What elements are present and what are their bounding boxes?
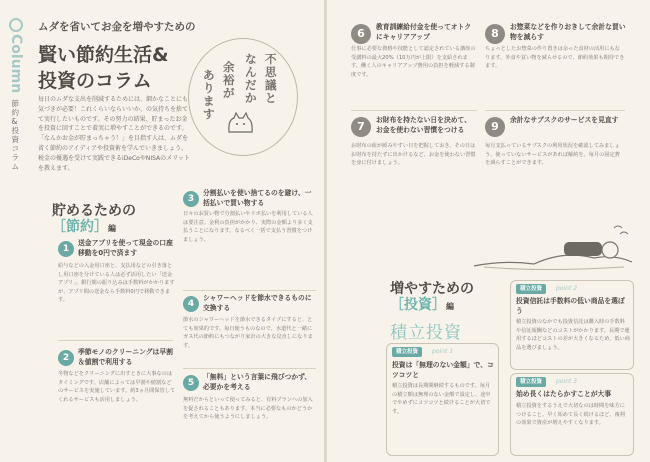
bubble-char: 余 — [223, 60, 235, 74]
item-body: 無料だからといって使ってみると、有料プランへの加入を促されることもあります。本当に必要なものかどうかを考えてから使うようにしましょう。 — [183, 397, 313, 421]
item-title: 分割払いを使い捨てるのを避け、一括払いで買い物する — [203, 189, 312, 207]
bubble-char: り — [203, 81, 215, 95]
bubble-char: と — [265, 91, 277, 105]
section-invest-keyword: ［投資］ — [390, 297, 446, 313]
item-title: 余計なサブスクのサービスを見直す — [510, 116, 619, 124]
divider — [351, 110, 477, 111]
item-body: 給与などの入金用口座と、支払用などの引き落とし用口座を分けている人は必ず活用したい「送金アプリ」。銀行間の振り込みは手数料がかかりますが、アプリ間の送金なら手数料0円で移動できます。 — [58, 263, 175, 304]
page-title-line2: 投資のコラム — [38, 70, 152, 92]
bubble-char: 不 — [265, 52, 277, 66]
page-subtitle: ムダを省いてお金を増やすための — [38, 21, 196, 33]
point-body: 積立投資をするうえで大切なのは時間を味方につけること。早く始めて長く続けるほど、複利の効果で資産が増えやすくなります。 — [516, 403, 625, 427]
point-tag: point 3 — [556, 378, 578, 385]
point-title: 始め長くはたらかすことが大事 — [516, 390, 612, 398]
divider — [183, 290, 316, 291]
divider — [485, 110, 625, 111]
point-body: 積立投資は長期間継続するものです。毎月の積立額は無理のない金額で設定し、途中でやめずにコツコツと続けることが大切です。 — [392, 383, 491, 415]
page-gutter — [324, 0, 327, 462]
item-number-badge: 2 — [58, 350, 74, 366]
section-invest-heading-line1: 増やすための — [390, 281, 474, 297]
item-body: 節水のシャワーヘッドを節水できるタイプにすると、とても効果的です。毎日使うものなので、水道代と一緒にガス代の節約にもつながり家計の大きな見直しになります。 — [183, 317, 313, 349]
bubble-char: な — [245, 52, 257, 66]
page-title-line1: 賢い節約生活& — [38, 44, 169, 66]
section-invest-subheading: 積立投資 — [390, 323, 462, 343]
point-title: 投資は「無理のない金額」で、コツコツと — [392, 361, 494, 379]
point-tag: point 2 — [556, 285, 578, 292]
bubble-char: す — [203, 107, 215, 121]
item-title: お惣菜などを作りおきして余計な買い物を減らす — [510, 23, 626, 41]
section-save-heading-line1: 貯めるための — [52, 203, 136, 219]
column-mark-icon — [9, 18, 23, 32]
item-body: 毎月支払っているサブスクの利用状況を確認してみましょう。使っていないサービスがあれば解約を。毎月の固定費を減らすことができます。 — [485, 143, 620, 167]
column-side-label — [7, 18, 25, 171]
section-invest-suffix: 編 — [446, 302, 454, 311]
point-label: 積立投資 — [516, 377, 546, 387]
cat-illustration-icon — [226, 112, 254, 134]
item-body: ちょっとしたお惣菜の作り置きは余った食材の活用にもなります。外食や買い物を減らせるので、節約効果も期待できます。 — [485, 46, 625, 70]
item-title: 「無料」という言葉に飛びつかず、必要かを考える — [203, 373, 312, 391]
speech-bubble — [188, 38, 298, 156]
section-invest-heading-line2 — [390, 294, 454, 314]
point-tag: point 1 — [432, 348, 454, 355]
bubble-char: 裕 — [223, 73, 235, 87]
section-save-keyword: ［節約］ — [52, 219, 108, 235]
point-title: 投資信託は手数料の低い商品を選ぼう — [516, 297, 625, 315]
section-save-heading-line2 — [52, 216, 116, 236]
item-number-badge: 5 — [183, 375, 199, 391]
intro-text: 毎日のムダな支出を削減するためには、細かなことにも気づきが必要！これくらいならいいか、の気持ちを捨てて実行したいものです。その努力の結果、貯まったお金を投資に回すことで着実に増やすことができるのです。「なんかお金が貯まっちゃう！」を目指す人は、ムダを省く節約のアイディアや投資術を学んでいきましょう。税金の優遇を受けて実践できるiDeCoやNISAのメリットを教えます。 — [38, 96, 190, 172]
bubble-char: 議 — [265, 78, 277, 92]
item-body: 日々のお買い物で分割払いやリボ払いを利用している人は要注意。金利の負担がかかり、実際の金額より多く支払うことになります。なるべく一括で支払う習慣をつけましょう。 — [183, 211, 313, 243]
resting-person-illustration-icon — [464, 220, 644, 275]
item-title: お財布を持たない日を決めて、お金を使わない習慣をつける — [376, 116, 472, 134]
item-body: 仕事に必要な資格や技能として認定されている講座の受講料の最大20%（10万円が上限）を支給されます。働く人のキャリアアップ費用の負担を軽減する制度です。 — [351, 46, 476, 78]
item-number-badge: 9 — [485, 117, 505, 137]
bubble-char: ん — [245, 65, 257, 79]
item-number-badge: 7 — [351, 117, 371, 137]
item-body: お財布の紐が緩みやすい日を把握しておき、その日はお財布を持たずに出かけるなど、お金を使わない習慣を身に付けましょう。 — [351, 143, 476, 167]
column-sub-label: 節約&投資コラム — [11, 99, 19, 172]
column-label: Column — [8, 34, 24, 94]
item-number-badge: 3 — [183, 191, 199, 207]
item-title: シャワーヘッドを節水できるものに交換する — [203, 294, 312, 312]
bubble-char: が — [223, 86, 235, 100]
item-number-badge: 6 — [351, 24, 371, 44]
point-label: 積立投資 — [516, 284, 546, 294]
section-save-suffix: 編 — [108, 224, 116, 233]
item-number-badge: 1 — [58, 241, 74, 257]
item-number-badge: 4 — [183, 296, 199, 312]
divider — [183, 368, 316, 369]
bubble-char: だ — [245, 78, 257, 92]
item-title: 送金アプリを使って現金の口座移動を0円で済ます — [78, 239, 173, 257]
bubble-char: あ — [203, 68, 215, 82]
bubble-char: 思 — [265, 65, 277, 79]
item-title: 教育訓練給付金を使ってオトクにキャリアアップ — [376, 23, 472, 41]
item-title: 季節モノのクリーニングは早割＆値割で利用する — [78, 348, 173, 366]
point-body: 積立投資のなかでも投資信託は購入時の手数料や信託報酬などのコストがかかります。長期で運用するほどコストの差が大きくなるため、低い商品を選びましょう。 — [516, 319, 630, 351]
point-label: 積立投資 — [392, 347, 422, 357]
item-number-badge: 8 — [485, 24, 505, 44]
bubble-char: ま — [203, 94, 215, 108]
item-body: 冬物などをクリーニングに出すときに大事なのはタイミングです。店舗によっては早割や値割などのサービスを実施しています。約3ヵ月間保管してくれるサービスも活用しましょう。 — [58, 371, 176, 403]
bubble-char: か — [245, 91, 257, 105]
divider — [58, 340, 173, 341]
